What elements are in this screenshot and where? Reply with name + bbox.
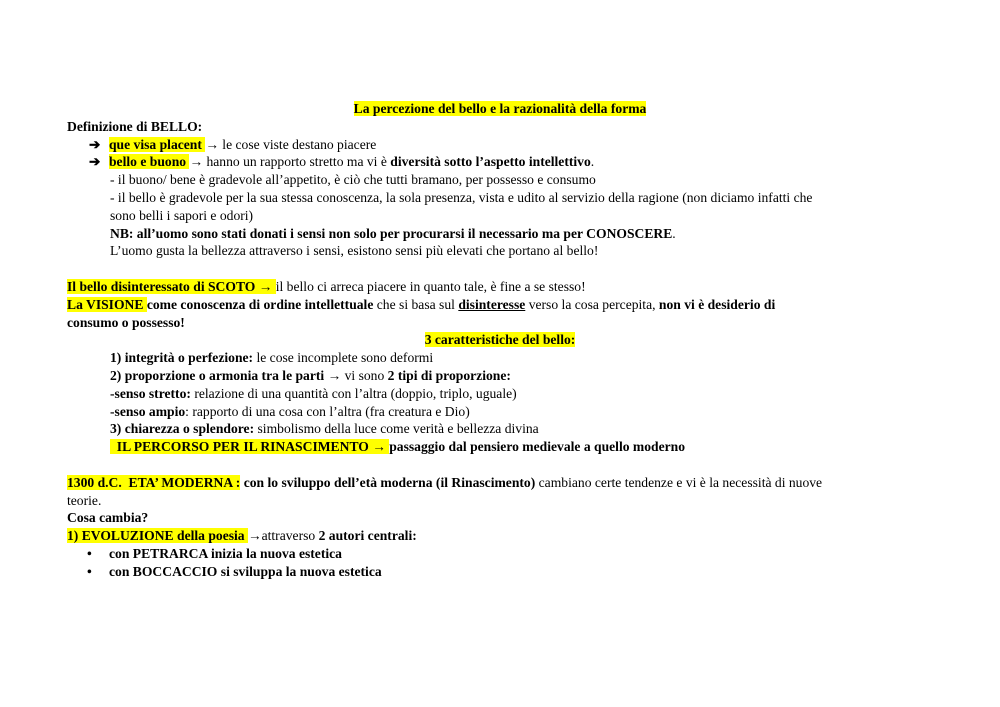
sub-line-bello-a: - il bello è gradevole per la sua stessa conoscenza, la sola presenza, vista e udito al servizio della ragione (non diciamo infatti che <box>110 189 813 205</box>
percorso-line <box>67 438 933 456</box>
cosa-cambia: Cosa cambia? <box>67 510 149 526</box>
title-line <box>67 100 933 118</box>
arrow-item-2-text-a: → hanno un rapporto stretto ma vi è <box>189 154 391 170</box>
scoto-highlight: Il bello disinteressato di SCOTO → <box>67 278 276 294</box>
right-arrow-icon: ➔ <box>89 136 101 152</box>
senso-stretto-bold: -senso stretto: <box>110 385 191 401</box>
caratteristica-1-text: le cose incomplete sono deformi <box>253 350 434 366</box>
definition-heading: Definizione di BELLO: <box>67 118 203 134</box>
document-body <box>67 100 933 581</box>
caratteristiche-heading-line <box>67 331 933 349</box>
evoluzione-highlight: 1) EVOLUZIONE della poesia <box>67 528 248 544</box>
visione-line <box>67 296 933 314</box>
sub-line-bello-b: sono belli i sapori e odori) <box>110 207 254 223</box>
arrow-item-1-text: → le cose viste destano piacere <box>205 136 377 152</box>
caratteristica-3-bold: 3) chiarezza o splendore: <box>110 421 255 437</box>
moderna-highlight: 1300 d.C. ETA’ MODERNA : <box>67 474 241 490</box>
arrow-item-2-text-b: . <box>590 154 595 170</box>
senso-ampio-text: : rapporto di una cosa con l’altra (fra creatura e Dio) <box>185 403 470 419</box>
list-item <box>67 545 933 563</box>
blank-line <box>67 456 933 474</box>
caratteristica-1 <box>67 349 933 367</box>
senso-ampio-bold: -senso ampio <box>110 403 186 419</box>
evoluzione-line <box>67 527 933 545</box>
bullet-icon: • <box>87 545 92 561</box>
percorso-highlight: IL PERCORSO PER IL RINASCIMENTO → <box>110 439 390 455</box>
visione-text-1: che si basa sul <box>373 296 459 312</box>
arrow-item-2-bold: diversità sotto l’aspetto intellettivo <box>390 154 591 170</box>
caratteristica-2-bold-2: 2 tipi di proporzione: <box>387 367 511 383</box>
percorso-bold: passaggio dal pensiero medievale a quello moderno <box>389 439 686 455</box>
senso-stretto-text: relazione di una quantità con l’altra (doppio, triplo, uguale) <box>190 385 517 401</box>
nb-line <box>67 225 933 243</box>
caratteristica-2 <box>67 367 933 385</box>
sub-line-sensi: L’uomo gusta la bellezza attraverso i sensi, esistono sensi più elevati che portano al bello! <box>110 243 599 259</box>
arrow-item-1 <box>67 136 933 154</box>
caratteristica-3 <box>67 420 933 438</box>
visione-line-2: consumo o possesso! <box>67 314 185 330</box>
document-title: La percezione del bello e la razionalità della forma <box>353 101 647 116</box>
arrow-item-2 <box>67 153 933 171</box>
visione-text-2: verso la cosa percepita, <box>525 296 659 312</box>
list-item <box>67 563 933 581</box>
bullet-icon: • <box>87 563 92 579</box>
bullet-text: con PETRARCA inizia la nuova estetica <box>109 545 342 561</box>
visione-bold-2: non vi è desiderio di <box>658 296 776 312</box>
nb-bold: NB: all’uomo sono stati donati i sensi non solo per procurarsi il necessario ma per CONOSCERE <box>110 225 673 241</box>
moderna-line-2: teorie. <box>67 492 102 508</box>
moderna-text: cambiano certe tendenze e vi è la necessità di nuove <box>535 474 823 490</box>
evoluzione-bold: 2 autori centrali: <box>318 528 417 544</box>
caratteristiche-heading: 3 caratteristiche del bello: <box>424 332 576 348</box>
caratteristica-2-bold: 2) proporzione o armonia tra le parti <box>110 367 325 383</box>
visione-underline: disinteresse <box>458 296 526 312</box>
caratteristica-2-mid: → vi sono <box>324 367 388 383</box>
moderna-line <box>67 474 933 492</box>
moderna-bold: con lo sviluppo dell’età moderna (il Rinascimento) <box>240 474 536 490</box>
evoluzione-mid: →attraverso <box>248 528 319 544</box>
senso-ampio <box>67 403 933 421</box>
nb-end: . <box>672 225 676 241</box>
scoto-text: il bello ci arreca piacere in quanto tale, è fine a se stesso! <box>275 278 586 294</box>
right-arrow-icon: ➔ <box>89 154 101 170</box>
caratteristica-1-bold: 1) integrità o perfezione: <box>110 350 254 366</box>
bullet-text: con BOCCACCIO si sviluppa la nuova estetica <box>109 563 382 579</box>
arrow-item-1-highlight: que visa placent <box>109 136 206 152</box>
sub-line-buono: - il buono/ bene è gradevole all’appetito, è ciò che tutti bramano, per possesso e consumo <box>110 172 596 188</box>
scoto-line <box>67 278 933 296</box>
caratteristica-3-text: simbolismo della luce come verità e bellezza divina <box>254 421 539 437</box>
arrow-item-2-highlight: bello e buono <box>109 154 190 170</box>
senso-stretto <box>67 385 933 403</box>
visione-bold-1: come conoscenza di ordine intellettuale <box>146 296 374 312</box>
blank-line <box>67 260 933 278</box>
visione-highlight: La VISIONE <box>67 296 147 312</box>
